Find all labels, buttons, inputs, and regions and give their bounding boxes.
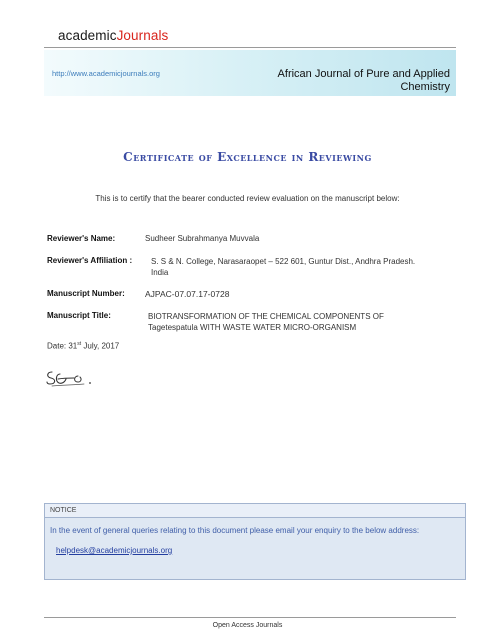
notice-header xyxy=(45,504,465,518)
logo-text-academic: academic xyxy=(58,28,117,43)
logo-text-journals: Journals xyxy=(116,28,169,43)
reviewer-affiliation-value xyxy=(151,256,415,278)
date-ordinal: st xyxy=(77,341,82,347)
reviewer-name-value: Sudheer Subrahmanya Muvvala xyxy=(145,234,260,243)
footer-text: Open Access Journals xyxy=(212,622,283,629)
reviewer-affiliation-label: Reviewer's Affiliation : xyxy=(47,256,133,265)
signature-image xyxy=(44,366,98,390)
manuscript-title-value xyxy=(148,311,384,333)
certificate-title: Certificate of Excellence in Reviewing xyxy=(123,150,372,164)
journal-name-line-1: African Journal of Pure and Applied xyxy=(277,68,450,80)
affiliation-line-2: India xyxy=(151,268,169,277)
date-rest: July, 2017 xyxy=(81,341,120,351)
notice-label: NOTICE xyxy=(50,507,77,514)
certificate-date xyxy=(47,341,119,351)
website-url[interactable]: http://www.academicjournals.org xyxy=(52,69,160,78)
notice-text: In the event of general queries relating to this document please email your enquiry to the below address: xyxy=(50,526,420,535)
footer-divider xyxy=(44,617,456,618)
academic-journals-logo xyxy=(58,28,168,43)
manuscript-number-value: AJPAC-07.07.17-0728 xyxy=(145,289,230,299)
notice-box xyxy=(44,503,466,580)
manuscript-title-line-2: Tagetespatula WITH WASTE WATER MICRO-ORGANISM xyxy=(148,323,357,332)
reviewer-name-label: Reviewer's Name: xyxy=(47,234,116,243)
journal-banner xyxy=(44,50,456,96)
journal-name xyxy=(220,68,450,94)
manuscript-title-label: Manuscript Title: xyxy=(47,311,111,320)
header-divider xyxy=(44,47,456,48)
affiliation-line-1: S. S & N. College, Narasaraopet – 522 601, Guntur Dist., Andhra Pradesh. xyxy=(151,257,416,266)
certificate-intro: This is to certify that the bearer conducted review evaluation on the manuscript below: xyxy=(95,194,400,203)
journal-name-line-2: Chemistry xyxy=(400,81,450,93)
manuscript-title-line-1: BIOTRANSFORMATION OF THE CHEMICAL COMPONENTS OF xyxy=(148,312,384,321)
helpdesk-email-link[interactable]: helpdesk@academicjournals.org xyxy=(56,546,173,555)
date-prefix: Date: 31 xyxy=(47,341,78,351)
manuscript-number-label: Manuscript Number: xyxy=(47,289,125,298)
